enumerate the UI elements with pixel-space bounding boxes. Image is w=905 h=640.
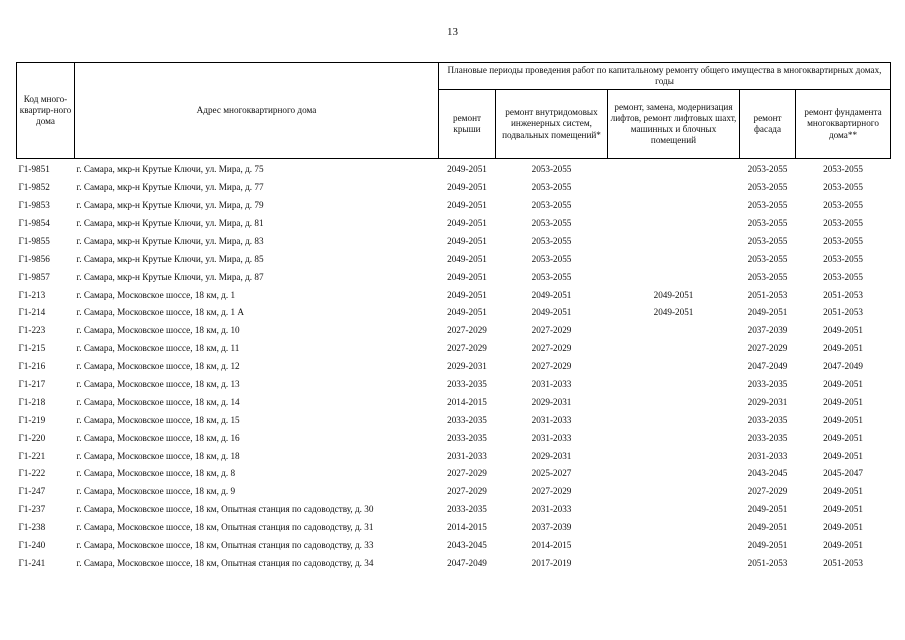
table-row [17,447,891,465]
cell-engineering: 2031-2033 [531,432,572,443]
cell-facade: 2053-2055 [747,182,788,193]
cell-engineering: 2031-2033 [531,414,572,425]
table-row [17,537,891,555]
cell-elevators: 2049-2051 [653,307,694,318]
cell-address: г. Самара, мкр-н Крутые Ключи, ул. Мира, д. 79 [76,200,264,211]
cell-address: г. Самара, мкр-н Крутые Ключи, ул. Мира, д. 87 [76,271,264,282]
cell-address: г. Самара, Московское шоссе, 18 км, д. 11 [76,343,240,354]
capital-repair-schedule-table [16,62,891,572]
cell-foundation: 2051-2053 [823,557,863,568]
cell-foundation: 2053-2055 [823,271,863,282]
cell-roof: 2027-2029 [447,343,487,354]
table-row [17,376,891,394]
cell-facade: 2051-2053 [747,557,788,568]
cell-code: Г1-213 [18,289,46,300]
cell-engineering: 2029-2031 [531,396,572,407]
cell-code: Г1-223 [18,325,46,336]
cell-address: г. Самара, мкр-н Крутые Ключи, ул. Мира, д. 83 [76,235,264,246]
header-engineering: ремонт внутридомовых инженерных систем, подвальных помещений* [496,90,608,159]
table-row [17,215,891,233]
table-row [17,197,891,215]
cell-facade: 2049-2051 [747,307,788,318]
cell-code: Г1-215 [18,343,46,354]
cell-elevators [608,483,740,501]
cell-roof: 2049-2051 [447,289,487,300]
cell-facade: 2053-2055 [747,271,788,282]
cell-code: Г1-241 [18,557,46,568]
cell-engineering: 2037-2039 [531,522,572,533]
cell-facade: 2043-2045 [747,468,788,479]
cell-code: Г1-218 [18,396,46,407]
cell-code: Г1-240 [18,540,46,551]
cell-code: Г1-237 [18,504,46,515]
table-row [17,519,891,537]
cell-foundation: 2053-2055 [823,218,863,229]
cell-foundation: 2049-2051 [823,414,863,425]
cell-address: г. Самара, Московское шоссе, 18 км, д. 18 [76,450,240,461]
table-header [17,63,891,159]
cell-facade: 2049-2051 [747,540,788,551]
cell-elevators [608,376,740,394]
cell-facade: 2053-2055 [747,200,788,211]
cell-address: г. Самара, Московское шоссе, 18 км, Опытная станция по садоводству, д. 34 [76,557,374,568]
cell-roof: 2047-2049 [447,557,487,568]
table-row [17,250,891,268]
cell-address: г. Самара, Московское шоссе, 18 км, д. 8 [76,468,236,479]
cell-address: г. Самара, Московское шоссе, 18 км, Опытная станция по садоводству, д. 30 [76,504,374,515]
cell-engineering: 2053-2055 [531,182,572,193]
cell-code: Г1-9856 [18,253,50,264]
cell-foundation: 2049-2051 [823,450,863,461]
table-row [17,394,891,412]
cell-engineering: 2027-2029 [531,325,572,336]
cell-foundation: 2049-2051 [823,432,863,443]
cell-foundation: 2053-2055 [823,182,863,193]
table-row [17,304,891,322]
cell-code: Г1-247 [18,486,46,497]
cell-foundation: 2045-2047 [823,468,863,479]
cell-engineering: 2049-2051 [531,289,572,300]
table-row [17,411,891,429]
table-row [17,179,891,197]
cell-engineering: 2031-2033 [531,504,572,515]
cell-address: г. Самара, мкр-н Крутые Ключи, ул. Мира, д. 85 [76,253,264,264]
cell-address: г. Самара, мкр-н Крутые Ключи, ул. Мира, д. 75 [76,164,264,175]
table-row [17,483,891,501]
cell-code: Г1-9852 [18,182,50,193]
table-row [17,429,891,447]
table-row [17,358,891,376]
cell-elevators [608,340,740,358]
cell-address: г. Самара, Московское шоссе, 18 км, Опытная станция по садоводству, д. 31 [76,522,374,533]
header-planned-periods: Плановые периоды проведения работ по капитальному ремонту общего имущества в многоквартирных домах, годы [439,63,891,90]
cell-engineering: 2027-2029 [531,486,572,497]
cell-address: г. Самара, Московское шоссе, 18 км, д. 1 [76,289,236,300]
cell-facade: 2029-2031 [747,396,788,407]
cell-facade: 2053-2055 [747,218,788,229]
cell-engineering: 2031-2033 [531,379,572,390]
cell-elevators [608,394,740,412]
cell-facade: 2033-2035 [747,379,788,390]
cell-code: Г1-9851 [18,164,50,175]
cell-elevators [608,215,740,233]
cell-facade: 2053-2055 [747,235,788,246]
cell-address: г. Самара, мкр-н Крутые Ключи, ул. Мира, д. 77 [76,182,264,193]
cell-elevators: 2049-2051 [653,289,694,300]
page-number: 13 [447,26,458,38]
table-row [17,233,891,251]
cell-code: Г1-9855 [18,235,50,246]
cell-code: Г1-9854 [18,218,50,229]
cell-foundation: 2053-2055 [823,200,863,211]
cell-code: Г1-217 [18,379,46,390]
cell-roof: 2049-2051 [447,235,487,246]
table-row [17,159,891,179]
cell-facade: 2033-2035 [747,414,788,425]
cell-engineering: 2027-2029 [531,361,572,372]
cell-facade: 2037-2039 [747,325,788,336]
cell-facade: 2027-2029 [747,343,788,354]
header-roof: ремонт крыши [439,90,496,159]
cell-engineering: 2014-2015 [531,540,572,551]
cell-foundation: 2049-2051 [823,379,863,390]
table-row [17,340,891,358]
cell-engineering: 2053-2055 [531,253,572,264]
cell-elevators [608,501,740,519]
cell-engineering: 2053-2055 [531,235,572,246]
cell-address: г. Самара, Московское шоссе, 18 км, д. 16 [76,432,240,443]
cell-elevators [608,179,740,197]
header-code: Код много-квартир-ного дома [17,63,75,159]
cell-facade: 2047-2049 [747,361,788,372]
cell-facade: 2031-2033 [747,450,788,461]
cell-address: г. Самара, Московское шоссе, 18 км, д. 9 [76,486,236,497]
cell-roof: 2027-2029 [447,325,487,336]
cell-address: г. Самара, Московское шоссе, 18 км, д. 12 [76,361,240,372]
cell-roof: 2049-2051 [447,164,487,175]
cell-address: г. Самара, Московское шоссе, 18 км, Опытная станция по садоводству, д. 33 [76,540,374,551]
cell-foundation: 2049-2051 [823,486,863,497]
cell-elevators [608,555,740,573]
table-row [17,465,891,483]
cell-engineering: 2017-2019 [531,557,572,568]
cell-foundation: 2049-2051 [823,396,863,407]
cell-roof: 2049-2051 [447,182,487,193]
cell-elevators [608,358,740,376]
cell-code: Г1-214 [18,307,46,318]
cell-address: г. Самара, Московское шоссе, 18 км, д. 10 [76,325,240,336]
cell-facade: 2053-2055 [747,164,788,175]
cell-engineering: 2025-2027 [531,468,572,479]
cell-facade: 2049-2051 [747,522,788,533]
cell-engineering: 2029-2031 [531,450,572,461]
cell-engineering: 2049-2051 [531,307,572,318]
cell-code: Г1-222 [18,468,46,479]
cell-roof: 2027-2029 [447,486,487,497]
cell-roof: 2014-2015 [447,522,487,533]
cell-elevators [608,447,740,465]
cell-facade: 2053-2055 [747,253,788,264]
cell-elevators [608,322,740,340]
cell-roof: 2049-2051 [447,253,487,264]
cell-roof: 2033-2035 [447,432,487,443]
cell-roof: 2049-2051 [447,218,487,229]
cell-roof: 2033-2035 [447,504,487,515]
cell-foundation: 2053-2055 [823,253,863,264]
cell-code: Г1-9853 [18,200,50,211]
header-address: Адрес многоквартирного дома [75,63,439,159]
cell-elevators [608,159,740,179]
table-row [17,286,891,304]
cell-facade: 2033-2035 [747,432,788,443]
cell-roof: 2029-2031 [447,361,487,372]
cell-roof: 2033-2035 [447,379,487,390]
cell-foundation: 2049-2051 [823,343,863,354]
cell-code: Г1-221 [18,450,46,461]
cell-foundation: 2053-2055 [823,164,863,175]
cell-engineering: 2027-2029 [531,343,572,354]
table-row [17,501,891,519]
table-body [17,159,891,573]
table-row [17,555,891,573]
cell-code: Г1-219 [18,414,46,425]
table-row [17,322,891,340]
cell-elevators [608,411,740,429]
cell-engineering: 2053-2055 [531,218,572,229]
cell-roof: 2033-2035 [447,414,487,425]
cell-foundation: 2051-2053 [823,289,863,300]
cell-foundation: 2049-2051 [823,325,863,336]
cell-elevators [608,250,740,268]
cell-roof: 2049-2051 [447,271,487,282]
cell-address: г. Самара, Московское шоссе, 18 км, д. 1 А [76,307,244,318]
cell-elevators [608,268,740,286]
cell-elevators [608,465,740,483]
cell-elevators [608,537,740,555]
cell-address: г. Самара, Московское шоссе, 18 км, д. 14 [76,396,240,407]
cell-address: г. Самара, мкр-н Крутые Ключи, ул. Мира, д. 81 [76,218,264,229]
header-foundation: ремонт фундамента многоквартирного дома** [796,90,891,159]
cell-roof: 2049-2051 [447,200,487,211]
cell-roof: 2014-2015 [447,396,487,407]
cell-engineering: 2053-2055 [531,200,572,211]
cell-code: Г1-216 [18,361,46,372]
cell-engineering: 2053-2055 [531,164,572,175]
cell-elevators [608,233,740,251]
cell-code: Г1-238 [18,522,46,533]
cell-foundation: 2049-2051 [823,504,863,515]
cell-code: Г1-220 [18,432,46,443]
cell-foundation: 2051-2053 [823,307,863,318]
cell-roof: 2031-2033 [447,450,487,461]
header-elevators: ремонт, замена, модернизация лифтов, ремонт лифтовых шахт, машинных и блочных помещений [608,90,740,159]
cell-elevators [608,519,740,537]
cell-engineering: 2053-2055 [531,271,572,282]
cell-roof: 2043-2045 [447,540,487,551]
cell-foundation: 2053-2055 [823,235,863,246]
cell-roof: 2049-2051 [447,307,487,318]
cell-roof: 2027-2029 [447,468,487,479]
cell-foundation: 2047-2049 [823,361,863,372]
cell-facade: 2051-2053 [747,289,788,300]
cell-address: г. Самара, Московское шоссе, 18 км, д. 13 [76,379,240,390]
cell-foundation: 2049-2051 [823,522,863,533]
cell-foundation: 2049-2051 [823,540,863,551]
table-row [17,268,891,286]
cell-facade: 2049-2051 [747,504,788,515]
cell-code: Г1-9857 [18,271,50,282]
cell-elevators [608,429,740,447]
cell-elevators [608,197,740,215]
cell-address: г. Самара, Московское шоссе, 18 км, д. 15 [76,414,240,425]
cell-facade: 2027-2029 [747,486,788,497]
header-facade: ремонт фасада [740,90,796,159]
